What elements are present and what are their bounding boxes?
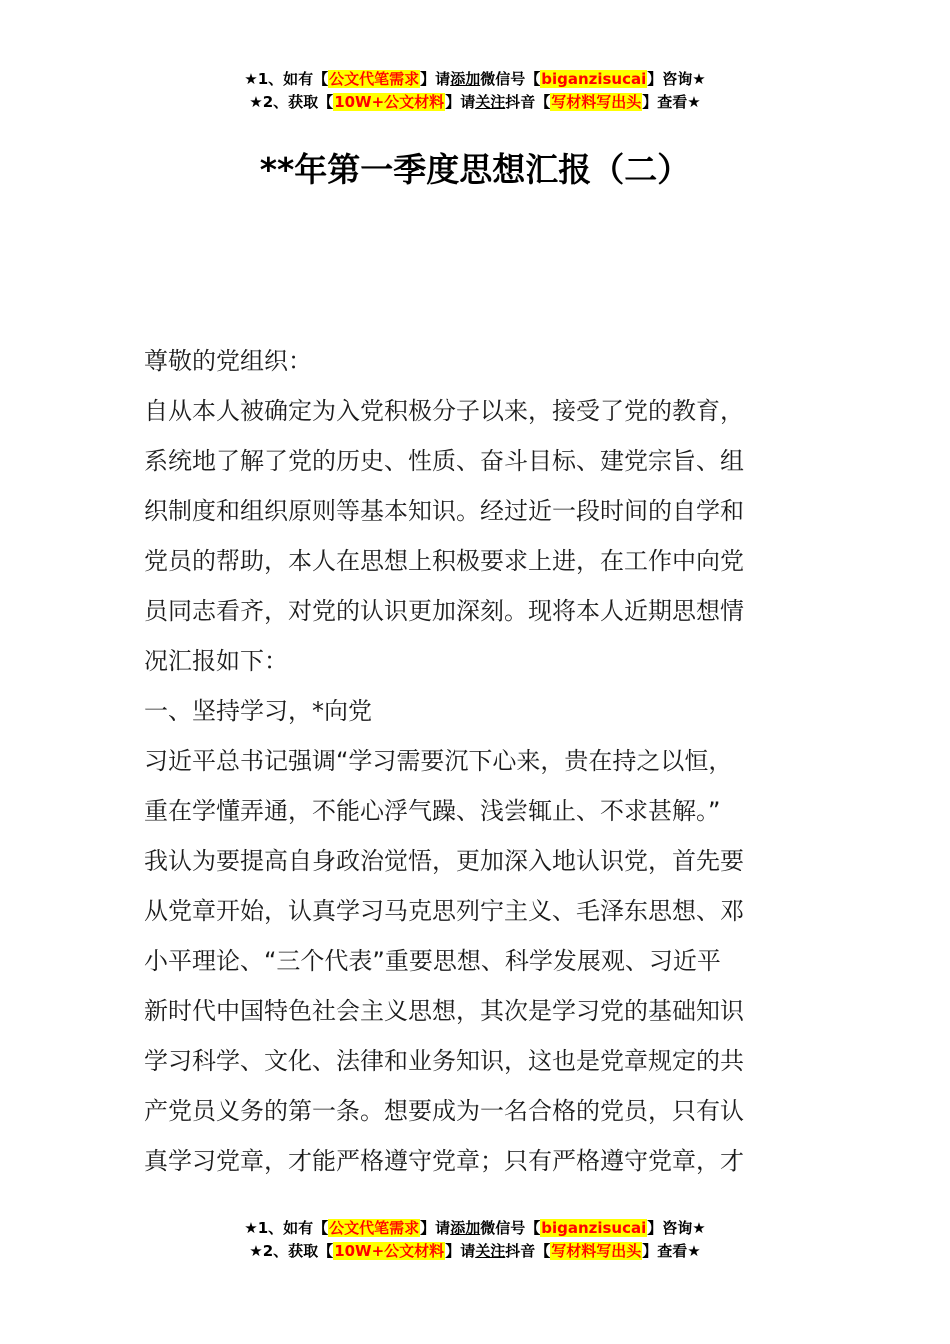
banner-text: 微信号【	[480, 70, 541, 88]
banner-highlight: 10W+公文材料	[334, 1242, 445, 1260]
salutation: 尊敬的党组织：	[144, 347, 312, 375]
banner-text: 抖音【	[505, 1242, 551, 1260]
banner-text: 】咨询★	[647, 1219, 706, 1237]
banner-highlight: 公文代笔需求	[329, 1219, 420, 1237]
banner-underlined: 添加	[450, 70, 481, 88]
banner-highlight: 写材料写出头	[551, 1242, 642, 1260]
banner-line-1	[0, 68, 950, 91]
banner-underlined: 关注	[475, 93, 506, 111]
body-line: 党员的帮助，本人在思想上积极要求上进，在工作中向党	[144, 547, 744, 575]
banner-text: ★2、获取【	[249, 1242, 334, 1260]
banner-text: ★1、如有【	[244, 70, 329, 88]
banner-underlined: 添加	[450, 1219, 481, 1237]
banner-highlight: 写材料写出头	[551, 93, 642, 111]
banner-highlight: 公文代笔需求	[329, 70, 420, 88]
body-line: 重在学懂弄通，不能心浮气躁、浅尝辄止、不求甚解。”	[144, 797, 721, 825]
body-line: 习近平总书记强调“学习需要沉下心来，贵在持之以恒，	[144, 747, 733, 775]
banner-text: 】请	[420, 1219, 451, 1237]
body-line: 产党员义务的第一条。想要成为一名合格的党员，只有认	[144, 1097, 744, 1125]
body-line: 学习科学、文化、法律和业务知识，这也是党章规定的共	[144, 1047, 744, 1075]
body-line: 自从本人被确定为入党积极分子以来，接受了党的教育，	[144, 397, 744, 425]
document-title: **年第一季度思想汇报（二）	[259, 150, 691, 189]
banner-text: 微信号【	[480, 1219, 541, 1237]
body-line: 新时代中国特色社会主义思想，其次是学习党的基础知识	[144, 997, 744, 1025]
banner-text: 】查看★	[642, 93, 701, 111]
body-line: 系统地了解了党的历史、性质、奋斗目标、建党宗旨、组	[144, 447, 744, 475]
body-line: 员同志看齐，对党的认识更加深刻。现将本人近期思想情	[144, 597, 744, 625]
banner-text: ★2、获取【	[249, 93, 334, 111]
banner-line-2	[0, 1240, 950, 1263]
body-line: 我认为要提高自身政治觉悟，更加深入地认识党，首先要	[144, 847, 744, 875]
banner-highlight: 10W+公文材料	[334, 93, 445, 111]
banner-text: 】请	[445, 1242, 476, 1260]
banner-highlight: biganzisucai	[541, 1219, 647, 1237]
banner-highlight: biganzisucai	[541, 70, 647, 88]
document-body	[144, 336, 814, 1186]
body-line: 从党章开始，认真学习马克思列宁主义、毛泽东思想、邓	[144, 897, 744, 925]
banner-underlined: 关注	[475, 1242, 506, 1260]
body-line: 小平理论、“三个代表”重要思想、科学发展观、习近平	[144, 947, 721, 975]
body-line: 织制度和组织原则等基本知识。经过近一段时间的自学和	[144, 497, 744, 525]
footer-banner	[0, 1217, 950, 1263]
banner-line-2	[0, 91, 950, 114]
header-banner	[0, 68, 950, 114]
banner-line-1	[0, 1217, 950, 1240]
banner-text: 】请	[445, 93, 476, 111]
banner-text: 】请	[420, 70, 451, 88]
banner-text: ★1、如有【	[244, 1219, 329, 1237]
banner-text: 】查看★	[642, 1242, 701, 1260]
body-line: 真学习党章，才能严格遵守党章；只有严格遵守党章，才	[144, 1147, 744, 1175]
section-heading: 一、坚持学习，*向党	[144, 697, 372, 725]
banner-text: 抖音【	[505, 93, 551, 111]
body-line: 况汇报如下：	[144, 647, 288, 675]
banner-text: 】咨询★	[647, 70, 706, 88]
